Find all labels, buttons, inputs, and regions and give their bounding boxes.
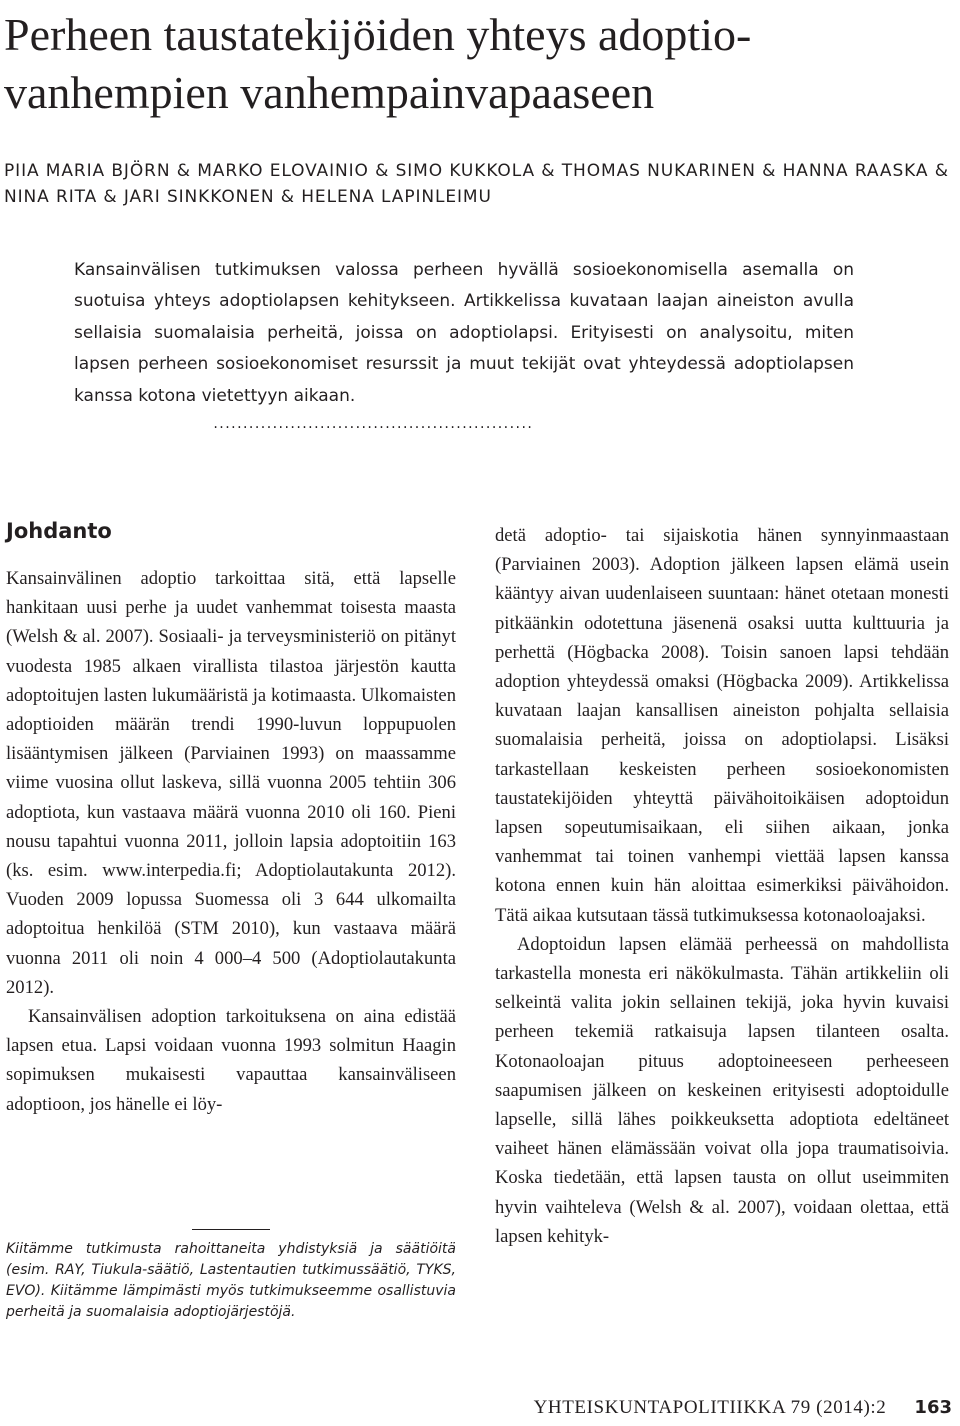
body-paragraph: Kansainvälisen adoption tarkoituksena on aina edistää lapsen etua. Lapsi voidaan vuonna 1993 solmitun Haagin sopimuksen mukaisesti vapauttaa kansainväliseen adoptioon, jos hänelle ei löy- xyxy=(6,1006,456,1115)
page-footer xyxy=(534,1397,952,1419)
article-title: Perheen taustatekijöiden yhteys adoptio-vanhempien vanhempainvapaaseen xyxy=(4,9,752,118)
page-number: 163 xyxy=(914,1397,952,1418)
section-heading: Johdanto xyxy=(6,519,112,543)
right-column xyxy=(495,521,949,1251)
left-column xyxy=(6,564,456,1119)
journal-name: YHTEISKUNTAPOLITIIKKA 79 (2014):2 xyxy=(533,1397,887,1418)
body-paragraph: Kansainvälinen adoptio tarkoittaa sitä, että lapselle hankitaan uusi perhe ja uudet vanhemmat toisesta maasta (Welsh & al. 2007). Sosiaali- ja terveysministeriö on pitänyt vuodesta 1985 alkaen virallista tilastoa järjestön kautta adoptoitujen lasten lukumääristä ja kotimaasta. Ulkomaisten adoptioiden määrän trendi 1990-luvun loppupuolen lisääntymisen jälkeen (Parviainen 1993) on maassamme viime vuosina ollut laskeva, sillä vuonna 2005 tehtiin 306 adoptiota, kun vastaava määrä vuonna 2010 oli 160. Pieni nousu tapahtui vuonna 2011, jolloin lapsia adoptoitiin 163 (ks. esim. www.interpedia.fi; Adoptiolautakunta 2012). Vuoden 2009 lopussa Suomessa oli 3 644 ulkomailta adoptoitua henkilöä (STM 2010), kun vastaava määrä vuonna 2011 oli noin 4 000–4 500 (Adoptiolautakunta 2012). xyxy=(6,568,456,998)
body-paragraph: Adoptoidun lapsen elämää perheessä on mahdollista tarkastella monesta eri näkökulmasta. Tähän artikkeliin oli selkeintä valita jokin sellainen tekijä, joka hyvin kuvaisi perheen tekemiä ratkaisuja lapsen tilanteen osalta. Kotonaoloajan pituus adoptoineeseen perheeseen saapumisen jälkeen on keskeinen erityisesti adoptoidulle lapselle, sillä lähes poikkeuksetta adoptiota edeltäneet vaiheet hänen elämässään voivat olla jopa traumatisoivia. Koska tiedetään, että lapsen tausta on ollut useimmiten hyvin vaihteleva (Welsh & al. 2007), voidaan olettaa, että lapsen kehityk- xyxy=(495,933,949,1247)
footnote: Kiitämme tutkimusta rahoittaneita yhdistyksiä ja säätiöitä (esim. RAY, Tiukula-säätiö, Lastentautien tutkimussäätiö, TYKS, EVO). Kiitämme lämpimästi myös tutkimukseemme osallistuvia perheitä ja suomalaisia adoptiojärjestöjä. xyxy=(6,1241,456,1320)
dotted-separator: ...................................................... xyxy=(212,417,532,431)
footnote-rule xyxy=(192,1229,270,1230)
author-list: PIIA MARIA BJÖRN & MARKO ELOVAINIO & SIMO KUKKOLA & THOMAS NUKARINEN & HANNA RAASKA & NINA RITA & JARI SINKKONEN & HELENA LAPINLEIMU xyxy=(4,161,949,207)
body-paragraph: detä adoptio- tai sijaiskotia hänen synnyinmaastaan (Parviainen 2003). Adoption jälkeen lapsen elämä usein kääntyy aivan uudenlaiseen suuntaan: hänet otetaan monesti pitkäänkin odotettuna jäsenenä osaksi uutta kulttuuria ja perhettä (Högbacka 2008). Toisin sanoen lapsi tehdään adoption yhteydessä omaksi (Högbacka 2009). Artikkelissa kuvataan laajan kansallisen aineiston pohjalta sellaisia suomalaisia perheitä, joissa on adoptiolapsi. Lisäksi tarkastellaan keskeisten perheen sosioekonomisten taustatekijöiden yhteyttä päivähoitoikäisen adoptoidun lapsen sopeutumisaikaan, eli siihen aikaan, jonka vanhemmat tai toinen vanhempi viettää lapsen kanssa kotona ennen kuin hän aloittaa esimerkiksi päivähoidon. Tätä aikaa kutsutaan tässä tutkimuksessa kotonaoloajaksi. xyxy=(495,525,949,926)
abstract: Kansainvälisen tutkimuksen valossa perheen hyvällä sosioekonomisella asemalla on suotuisa yhteys adoptiolapsen kehitykseen. Artikkelissa kuvataan laajan aineiston avulla sellaisia suomalaisia perheitä, joissa on adoptiolapsi. Erityisesti on analysoitu, miten lapsen perheen sosioekonomiset resurssit ja muut tekijät ovat yhteydessä adoptiolapsen kanssa kotona vietettyyn aikaan. xyxy=(74,260,854,406)
